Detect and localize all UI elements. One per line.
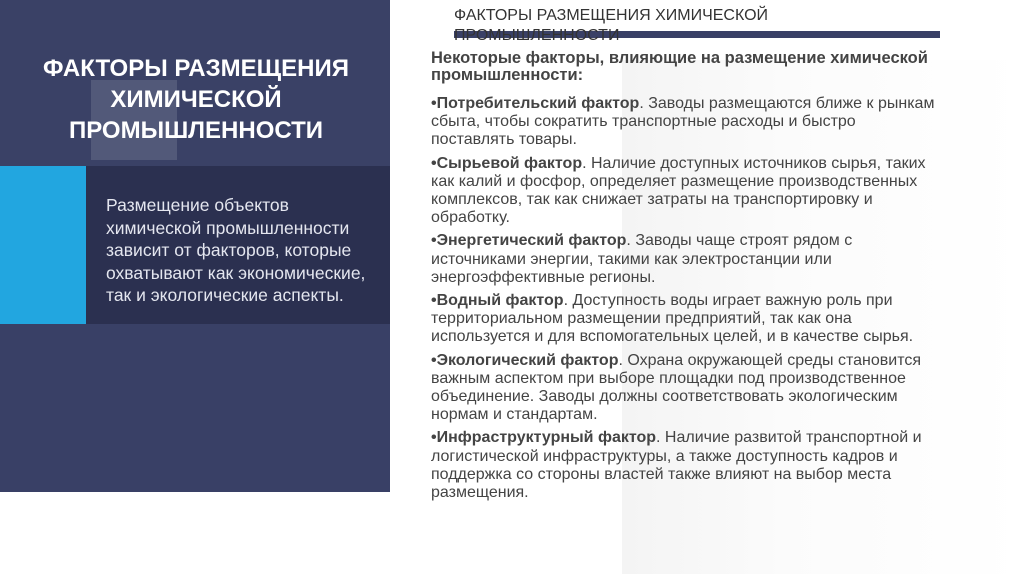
slide-title: ФАКТОРЫ РАЗМЕЩЕНИЯ ХИМИЧЕСКОЙ ПРОМЫШЛЕННОСТИ — [43, 55, 349, 144]
factor-raw-material — [431, 155, 941, 228]
factor-water — [431, 292, 941, 347]
header-title: ФАКТОРЫ РАЗМЕЩЕНИЯ ХИМИЧЕСКОЙ ПРОМЫШЛЕННОСТИ — [454, 7, 769, 44]
factor-text: . Охрана окружающей среды становится важным аспектом при выборе площадки под производственное объединение. Заводы должны соответствовать экологическим нормам и стандартам. — [431, 351, 922, 424]
factor-text: . Наличие доступных источников сырья, таких как калий и фосфор, определяет размещение производственных комплексов, так как снижает затраты на транспортировку и обработку. — [431, 154, 926, 227]
factor-text: . Доступность воды играет важную роль при территориальном размещении предприятий, так как она используется и для вспомогательных целей, и в качестве сырья. — [431, 292, 914, 346]
factor-name: •Инфраструктурный фактор — [431, 429, 657, 447]
factor-name: •Водный фактор — [431, 292, 564, 310]
factor-name: •Сырьевой фактор — [431, 154, 583, 172]
factors-intro: Некоторые факторы, влияющие на размещение химической промышленности: — [431, 49, 928, 84]
factor-ecological — [431, 352, 941, 425]
factor-text: . Наличие развитой транспортной и логистической инфраструктуры, а также доступность кадров и поддержка со стороны властей также влияют на выбор места размещения. — [431, 429, 922, 502]
factor-text: . Заводы чаще строят рядом с источниками энергии, такими как электростанции или энергоэффективные регионы. — [431, 232, 853, 286]
slide-description: Размещение объектов химической промышленности зависит от факторов, которые охватывают как экономические, так и экологические аспекты. — [106, 195, 366, 305]
factor-text: . Заводы размещаются ближе к рынкам сбыта, чтобы сократить транспортные расходы и быстро поставлять товары. — [431, 95, 935, 149]
factor-consumer — [431, 95, 941, 150]
factor-energy — [431, 232, 941, 287]
factor-infrastructure — [431, 429, 941, 502]
factor-name: •Потребительский фактор — [431, 95, 640, 112]
cyan-accent-block — [0, 166, 86, 324]
factor-name: •Энергетический фактор — [431, 232, 627, 250]
factor-name: •Экологический фактор — [431, 351, 619, 369]
factors-content — [431, 50, 941, 507]
